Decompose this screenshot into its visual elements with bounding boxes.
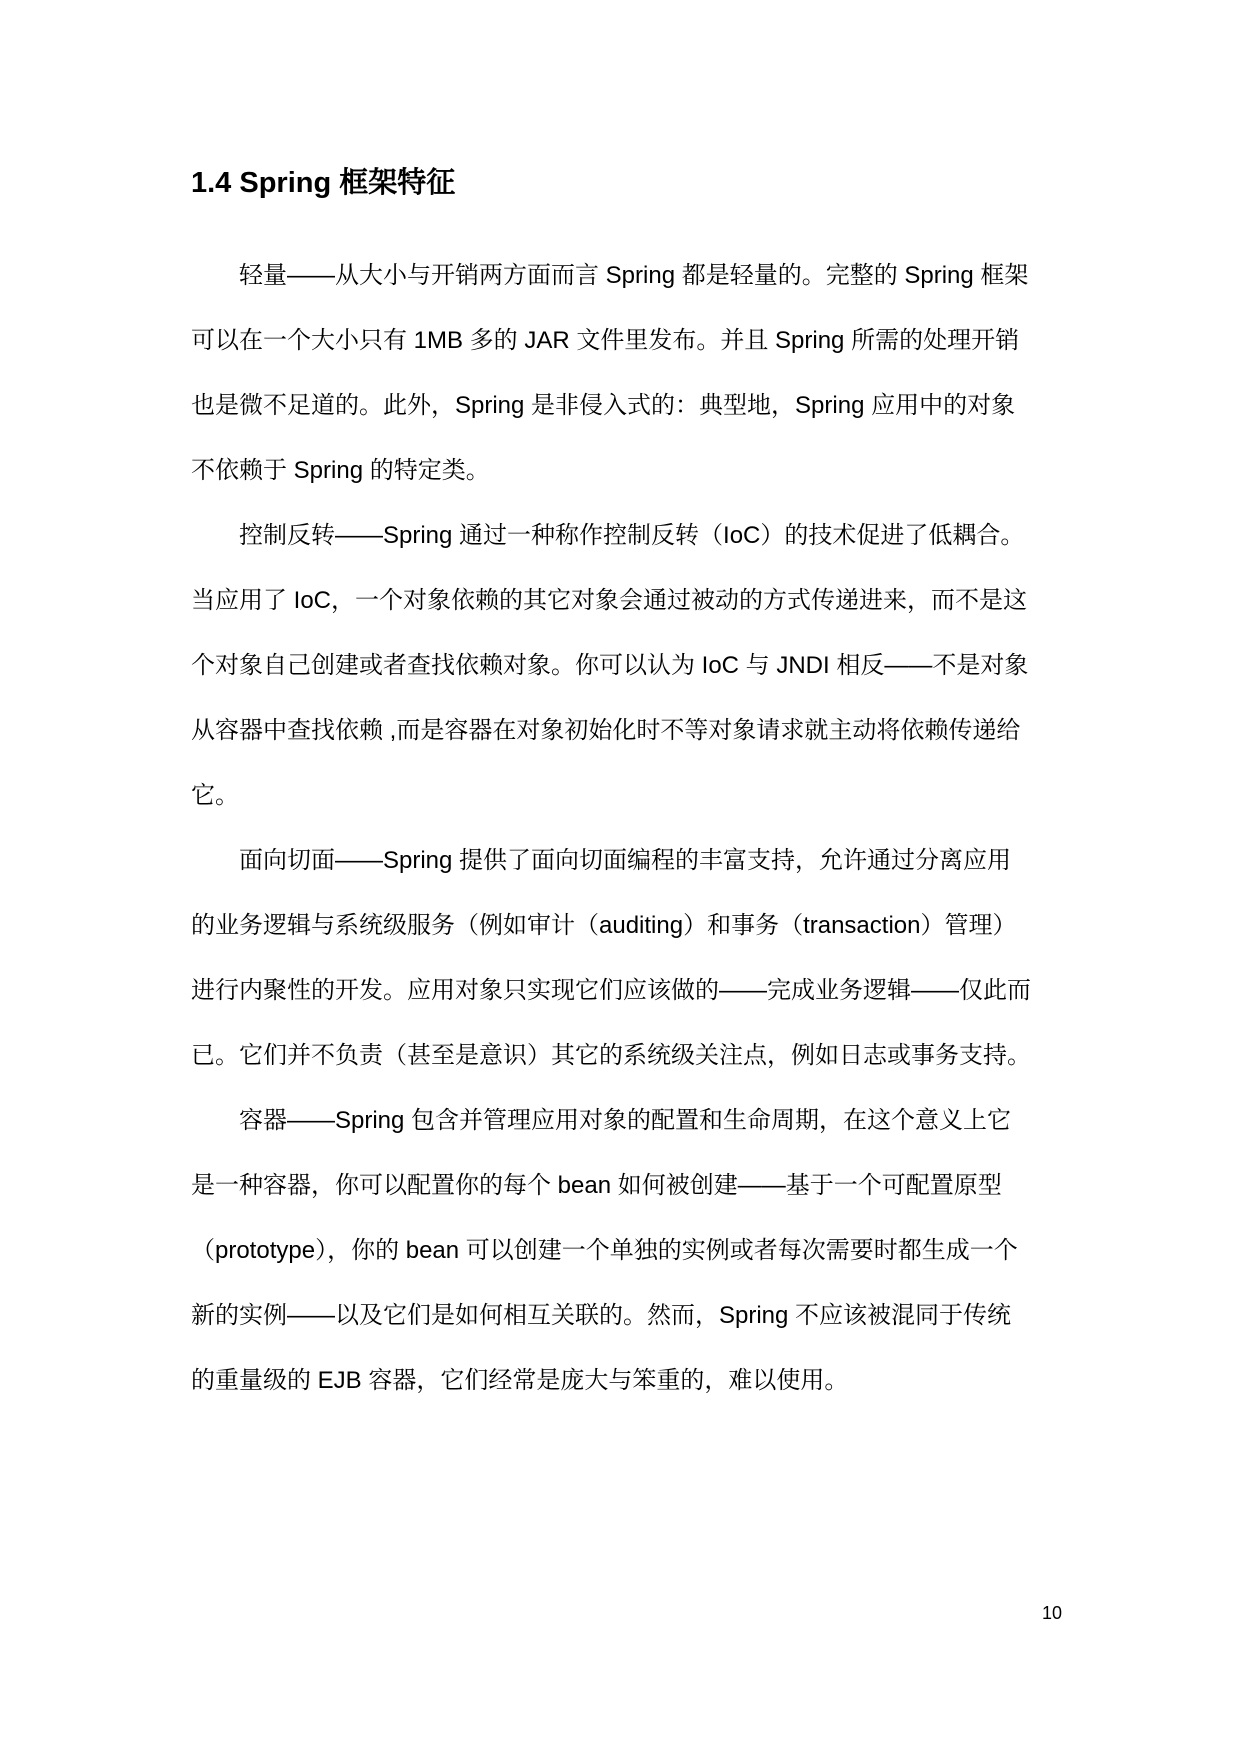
paragraph-ioc-line-2: 当应用了 IoC，一个对象依赖的其它对象会通过被动的方式传递进来，而不是这 [191,587,1028,614]
paragraph-lightweight-line-4: 不依赖于 Spring 的特定类。 [191,457,490,484]
paragraph-container-line-3: （prototype），你的 bean 可以创建一个单独的实例或者每次需要时都生成一个 [191,1237,1018,1264]
paragraph-ioc-line-3: 个对象自己创建或者查找依赖对象。你可以认为 IoC 与 JNDI 相反——不是对象 [191,652,1029,679]
paragraph-ioc-line-4: 从容器中查找依赖 ,而是容器在对象初始化时不等对象请求就主动将依赖传递给 [191,717,1021,744]
paragraph-container-line-2: 是一种容器，你可以配置你的每个 bean 如何被创建——基于一个可配置原型 [191,1172,1002,1199]
paragraph-aop-line-3: 进行内聚性的开发。应用对象只实现它们应该做的——完成业务逻辑——仅此而 [191,977,1031,1004]
paragraph-aop-line-2: 的业务逻辑与系统级服务（例如审计（auditing）和事务（transaction）管理） [191,912,1017,939]
paragraph-ioc-line-5: 它。 [191,782,239,809]
paragraph-aop-line-1: 面向切面——Spring 提供了面向切面编程的丰富支持，允许通过分离应用 [239,847,1012,874]
paragraph-aop-line-4: 已。它们并不负责（甚至是意识）其它的系统级关注点，例如日志或事务支持。 [191,1042,1031,1069]
paragraph-ioc-line-1: 控制反转——Spring 通过一种称作控制反转（IoC）的技术促进了低耦合。 [239,522,1025,549]
paragraph-lightweight-line-2: 可以在一个大小只有 1MB 多的 JAR 文件里发布。并且 Spring 所需的处理开销 [191,327,1020,354]
section-heading: 1.4 Spring 框架特征 [191,167,456,199]
paragraph-lightweight-line-1: 轻量——从大小与开销两方面而言 Spring 都是轻量的。完整的 Spring 框架 [239,262,1029,289]
page-number: 10 [1042,1603,1063,1623]
paragraph-container-line-5: 的重量级的 EJB 容器，它们经常是庞大与笨重的，难以使用。 [191,1367,849,1394]
paragraph-container-line-1: 容器——Spring 包含并管理应用对象的配置和生命周期，在这个意义上它 [239,1107,1012,1134]
paragraph-container-line-4: 新的实例——以及它们是如何相互关联的。然而，Spring 不应该被混同于传统 [191,1302,1012,1329]
paragraph-lightweight-line-3: 也是微不足道的。此外，Spring 是非侵入式的：典型地，Spring 应用中的对象 [191,392,1016,419]
